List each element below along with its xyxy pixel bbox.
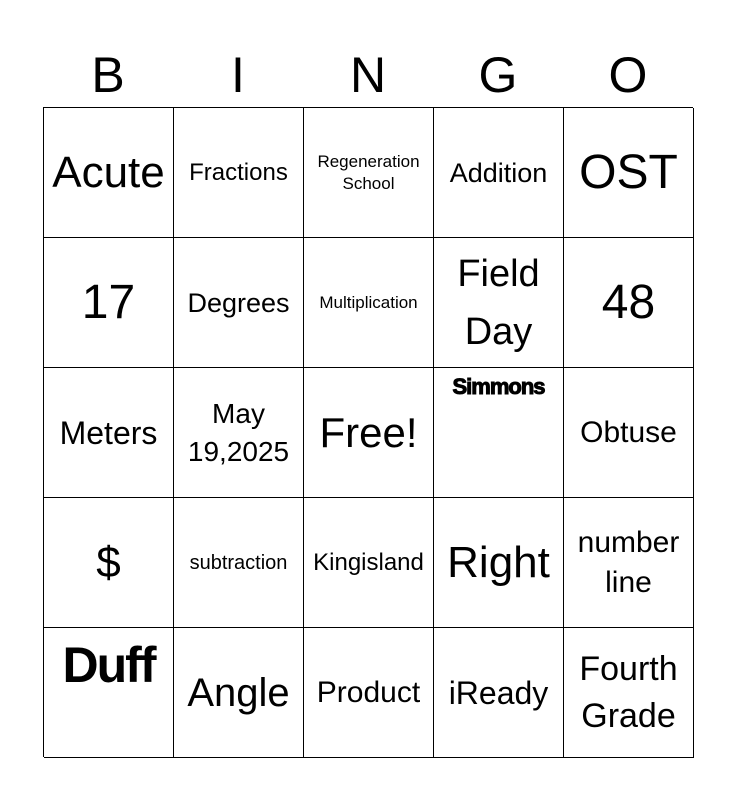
cell-dollar[interactable]	[44, 498, 174, 628]
cell-label: Free!	[319, 408, 418, 456]
cell-label: Multiplication	[319, 292, 418, 312]
cell-label: $	[96, 537, 121, 587]
cell-free-space[interactable]	[304, 368, 434, 498]
simmons-logo-text: Simmons	[452, 374, 545, 399]
cell-degrees[interactable]	[174, 238, 304, 368]
cell-addition[interactable]	[434, 108, 564, 238]
cell-ost[interactable]	[564, 108, 694, 238]
cell-iready[interactable]	[434, 628, 564, 758]
cell-fractions[interactable]	[174, 108, 304, 238]
cell-regeneration-school[interactable]	[304, 108, 434, 238]
header-letter-n: N	[349, 47, 387, 103]
cell-number-line[interactable]	[564, 498, 694, 628]
cell-label: OST	[579, 145, 678, 199]
cell-label: iReady	[448, 674, 549, 711]
cell-label: Obtuse	[580, 415, 677, 449]
cell-label: Meters	[59, 414, 158, 451]
cell-duff[interactable]	[44, 628, 174, 758]
cell-obtuse[interactable]	[564, 368, 694, 498]
cell-label: Acute	[52, 147, 165, 197]
cell-label: Addition	[449, 157, 548, 188]
cell-right[interactable]	[434, 498, 564, 628]
cell-multiplication[interactable]	[304, 238, 434, 368]
cell-17[interactable]	[44, 238, 174, 368]
bingo-header	[43, 44, 693, 106]
cell-meters[interactable]	[44, 368, 174, 498]
cell-product[interactable]	[304, 628, 434, 758]
cell-label: Angle	[187, 670, 290, 715]
cell-label: 48	[601, 275, 656, 329]
cell-label: Regeneration School	[317, 151, 420, 193]
cell-label: Fourth Grade	[579, 649, 678, 735]
cell-48[interactable]	[564, 238, 694, 368]
bingo-grid	[43, 107, 693, 757]
cell-label: number line	[577, 525, 680, 599]
cell-label: Product	[316, 675, 421, 709]
cell-label: Field Day	[457, 252, 540, 353]
duff-logo-text: Duff	[62, 637, 155, 693]
cell-fourth-grade[interactable]	[564, 628, 694, 758]
header-letter-g: G	[478, 47, 518, 103]
cell-date[interactable]	[174, 368, 304, 498]
cell-label: Degrees	[187, 287, 290, 318]
cell-label: Right	[447, 537, 550, 587]
cell-kingisland[interactable]	[304, 498, 434, 628]
header-letter-i: I	[231, 47, 245, 103]
header-letter-b: B	[91, 47, 125, 103]
cell-label: Fractions	[189, 158, 288, 186]
cell-label: subtraction	[189, 551, 288, 574]
cell-subtraction[interactable]	[174, 498, 304, 628]
cell-label: 17	[81, 275, 136, 329]
cell-label: May 19,2025	[187, 397, 290, 467]
cell-acute[interactable]	[44, 108, 174, 238]
header-letter-o: O	[608, 47, 648, 103]
cell-label: Kingisland	[313, 548, 424, 576]
cell-field-day[interactable]	[434, 238, 564, 368]
cell-angle[interactable]	[174, 628, 304, 758]
cell-simmons[interactable]	[434, 368, 564, 498]
